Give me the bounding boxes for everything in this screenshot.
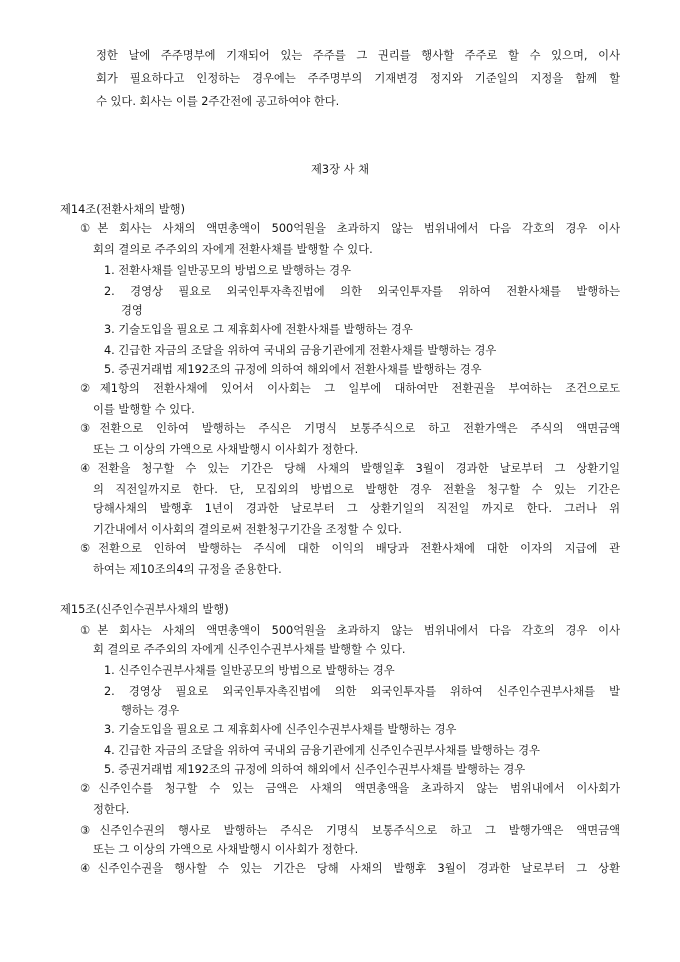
paragraph-line: 의 직전일까지로 한다. 단, 모집외의 방법으로 발행한 경우 전환을 청구할 수 있는 기간은	[93, 483, 620, 496]
paragraph-line: ②제1항의 전환사채에 있어서 이사회는 그 일부에 대하여만 전환권을 부여하는 조건으로도	[80, 382, 620, 395]
intro-line: 회가 필요하다고 인정하는 경우에는 주주명부의 기재변경 정지와 기준일의 지정을 함께 할	[96, 72, 620, 85]
paragraph-line: 또는 그 이상의 가액으로 사채발행시 이사회가 정한다.	[93, 843, 359, 856]
paragraph-line: 이를 발행할 수 있다.	[93, 403, 195, 416]
paragraph-line: 회 결의로 주주외의 자에게 신주인수권부사채를 발행할 수 있다.	[93, 643, 406, 656]
paragraph-line: ④전환을 청구할 수 있는 기간은 당해 사채의 발행일후 3월이 경과한 날로부터 그 상환기일	[80, 462, 620, 475]
paragraph-line: 회의 결의로 주주외의 자에게 전환사채를 발행할 수 있다.	[93, 243, 373, 256]
list-item: 1. 전환사채를 일반공모의 방법으로 발행하는 경우	[104, 264, 351, 277]
list-item: 4. 긴급한 자금의 조달을 위하여 국내외 금융기관에게 신주인수권부사채를 발행하는 경우	[104, 744, 540, 757]
intro-line: 정한 날에 주주명부에 기재되어 있는 주주를 그 권리를 행사할 주주로 할 수 있으며, 이사	[96, 49, 620, 62]
paragraph-line: 정한다.	[93, 803, 130, 816]
paragraph-line: ④신주인수권을 행사할 수 있는 기간은 당해 사채의 발행후 3월이 경과한 날로부터 그 상환	[80, 862, 620, 875]
paragraph-line: 기간내에서 이사회의 결의로써 전환청구기간을 조정할 수 있다.	[93, 523, 402, 536]
article-heading: 제14조(전환사채의 발행)	[60, 203, 185, 216]
list-item: 5. 증권거래법 제192조의 규정에 의하여 해외에서 전환사채를 발행하는 경우	[104, 363, 482, 376]
paragraph-line: ③신주인수권의 행사로 발행하는 주식은 기명식 보통주식으로 하고 그 발행가액은 액면금액	[80, 824, 620, 837]
paragraph-line: ⑤전환으로 인하여 발행하는 주식에 대한 이익의 배당과 전환사채에 대한 이자의 지급에 관	[80, 542, 620, 555]
intro-line: 수 있다. 회사는 이를 2주간전에 공고하여야 한다.	[96, 95, 340, 108]
list-item: 2. 경영상 필요로 외국인투자촉진법에 의한 외국인투자를 위하여 신주인수권부사채를 발	[104, 685, 620, 698]
list-item: 3. 기술도입을 필요로 그 제휴회사에 전환사채를 발행하는 경우	[104, 323, 413, 336]
paragraph-line: 하여는 제10조의4의 규정을 준용한다.	[93, 563, 282, 576]
chapter-title: 제3장 사 채	[310, 163, 370, 176]
paragraph-line: ③전환으로 인하여 발행하는 주식은 기명식 보통주식으로 하고 전환가액은 주식의 액면금액	[80, 422, 620, 435]
list-item: 행하는 경우	[121, 704, 180, 717]
paragraph-line: ①본 회사는 사채의 액면총액이 500억원을 초과하지 않는 범위내에서 다음 각호의 경우 이사	[80, 624, 620, 637]
paragraph-line: 당해사채의 발행후 1년이 경과한 날로부터 그 상환기일의 직전일 까지로 한다. 그러나 위	[93, 502, 620, 515]
list-item: 경영	[121, 304, 143, 317]
list-item: 1. 신주인수권부사채를 일반공모의 방법으로 발행하는 경우	[104, 664, 395, 677]
list-item: 5. 증권거래법 제192조의 규정에 의하여 해외에서 신주인수권부사채를 발행하는 경우	[104, 763, 526, 776]
list-item: 2. 경영상 필요로 외국인투자촉진법에 의한 외국인투자를 위하여 전환사채를 발행하는	[104, 285, 620, 298]
paragraph-line: ②신주인수를 청구할 수 있는 금액은 사채의 액면총액을 초과하지 않는 범위내에서 이사회가	[80, 782, 620, 795]
paragraph-line: 또는 그 이상의 가액으로 사채발행시 이사회가 정한다.	[93, 443, 359, 456]
list-item: 3. 기술도입을 필요로 그 제휴회사에 신주인수권부사채를 발행하는 경우	[104, 723, 457, 736]
list-item: 4. 긴급한 자금의 조달을 위하여 국내외 금융기관에게 전환사채를 발행하는 경우	[104, 344, 497, 357]
article-heading: 제15조(신주인수권부사채의 발행)	[60, 603, 229, 616]
paragraph-line: ①본 회사는 사채의 액면총액이 500억원을 초과하지 않는 범위내에서 다음 각호의 경우 이사	[80, 222, 620, 235]
